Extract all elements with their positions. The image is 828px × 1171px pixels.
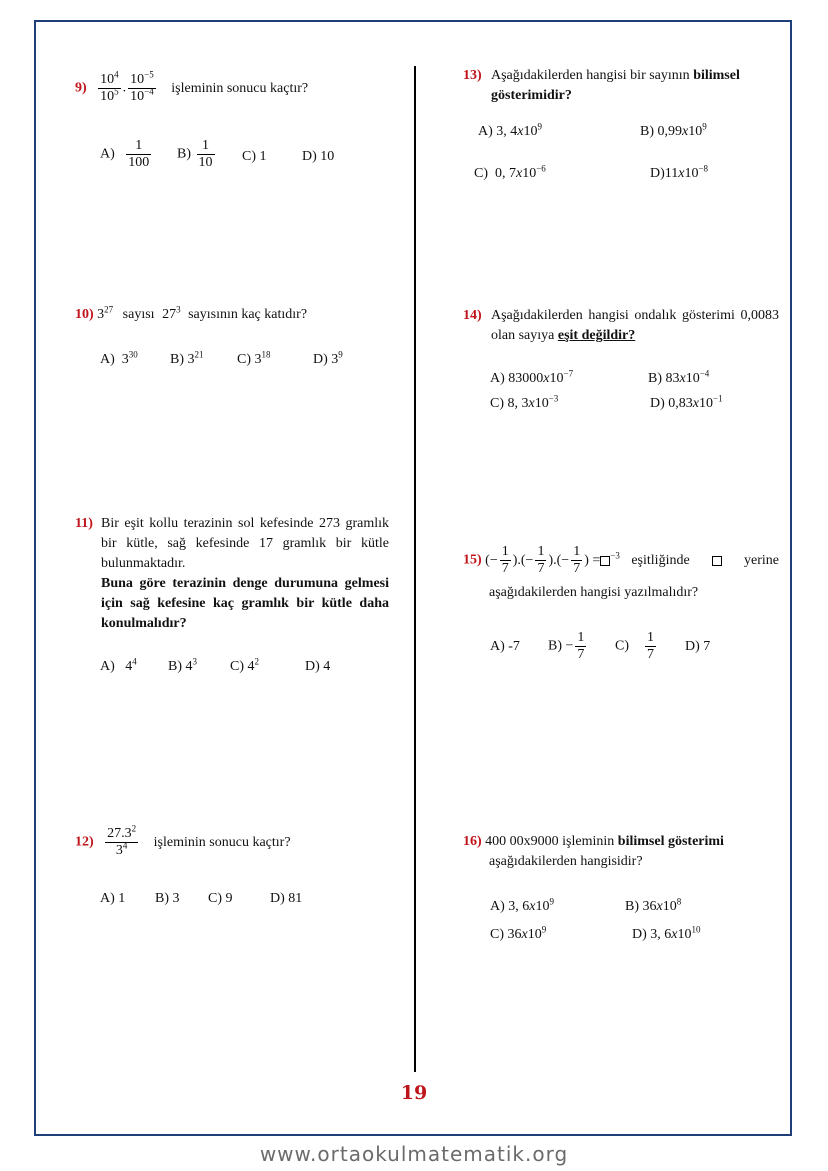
fraction: $\frac{10^4}{10^5}$ xyxy=(100,69,119,104)
option-b: B) $3^{21}$ xyxy=(170,349,204,367)
question-number: 11) xyxy=(75,516,93,531)
blank-box xyxy=(712,556,722,566)
option-c: C) $3^{18}$ xyxy=(237,349,271,367)
option-d: D) 81 xyxy=(270,891,303,906)
question-text: Bir eşit kollu terazinin sol kefesinde 273 gramlık bir kütle, sağ kefesinde 17 gramlık bir kütle bulunmaktadır. xyxy=(101,516,389,571)
question-text: aşağıdakilerden hangisidir? xyxy=(489,854,643,869)
question-text: işleminin sonucu kaçtır? xyxy=(171,80,309,96)
option-c: C) 0, $7x10^{-6}$ xyxy=(474,163,546,181)
equation: (− $\frac{1}{7}$ ).(− $\frac{1}{7}$ ).(− $\frac{1}{7}$ ) = $^{-3}$ xyxy=(485,544,620,576)
question-number: 16) xyxy=(463,834,482,849)
question-text: yerine xyxy=(744,552,779,568)
option-a: A) $3^{30}$ xyxy=(100,349,138,367)
fraction: $\frac{10^{-5}}{10^{-4}}$ xyxy=(130,69,154,104)
question-text: işleminin sonucu kaçtır? xyxy=(153,834,291,850)
blank-box xyxy=(600,556,610,566)
question-14 xyxy=(463,306,779,346)
question-number: 14) xyxy=(463,308,482,323)
option-c: C) 1 xyxy=(242,149,267,164)
question-11 xyxy=(75,514,389,634)
question-text: sayısının kaç katıdır? xyxy=(188,307,308,322)
option-a: A) 3, $6x10^9$ xyxy=(490,896,554,914)
option-d: D) $3^9$ xyxy=(313,349,343,367)
question-text: 400 00x9000 işleminin xyxy=(485,834,615,849)
page-number: 19 xyxy=(400,1082,428,1104)
option-b: B) − $\frac{1}{7}$ xyxy=(548,630,585,662)
question-12 xyxy=(75,823,291,859)
option-c: C) $\frac{1}{7}$ xyxy=(615,630,654,662)
option-a: A) $83000x10^{-7}$ xyxy=(490,368,574,386)
question-10: 10) $3^{27}$ sayısı $27^3$ sayısının kaç katıdır? xyxy=(75,304,308,322)
option-d: D) 7 xyxy=(685,639,711,654)
question-prompt: bilimsel gösterimidir? xyxy=(491,68,740,103)
option-c: C) 9 xyxy=(208,891,233,906)
option-c: C) 8, $3x10^{-3}$ xyxy=(490,393,559,411)
question-15 xyxy=(463,544,779,603)
question-13 xyxy=(463,66,779,106)
option-a: A) $\frac{1}{100}$ xyxy=(100,138,150,170)
question-text: aşağıdakilerden hangisi yazılmalıdır? xyxy=(489,585,699,600)
option-a: A) $4^4$ xyxy=(100,656,137,674)
option-a: A) -7 xyxy=(490,639,520,654)
option-b: B) $36x10^8$ xyxy=(625,896,682,914)
question-16 xyxy=(463,832,779,872)
option-d: D) 10 xyxy=(302,149,335,164)
option-c: C) $36x10^9$ xyxy=(490,924,547,942)
option-d: $D)11x10^{-8}$ xyxy=(650,163,709,181)
question-text: Aşağıdakilerden hangisi bir sayının xyxy=(491,68,690,83)
option-b: B) 3 xyxy=(155,891,180,906)
option-a: A) 1 xyxy=(100,891,126,906)
option-b: B) $83x10^{-4}$ xyxy=(648,368,710,386)
column-divider xyxy=(414,66,416,1072)
question-number: 15) xyxy=(463,552,482,568)
question-prompt: eşit değildir? xyxy=(557,328,636,343)
option-c: C) $4^2$ xyxy=(230,656,259,674)
option-d: D) 3, $6x10^{10}$ xyxy=(632,924,701,942)
option-b: B) $4^3$ xyxy=(168,656,197,674)
option-b: B) $\frac{1}{10}$ xyxy=(177,138,213,170)
question-9: 9) $\frac{10^4}{10^5}$ . $\frac{10^{-5}}{10^{-4}}$ işleminin sonucu kaçtır? xyxy=(75,69,309,104)
question-text: eşitliğinde xyxy=(631,552,690,568)
option-a: A) 3, $4x10^9$ xyxy=(478,121,542,139)
question-prompt: bilimsel gösterimi xyxy=(617,834,724,849)
option-b: B) $0,99x10^9$ xyxy=(640,121,707,139)
option-d: D) $0,83x10^{-1}$ xyxy=(650,393,723,411)
question-text: Aşağıdakilerden hangisi ondalık gösterimi 0,0083 olan sayıya xyxy=(491,308,779,343)
footer-website: www.ortaokulmatematik.org xyxy=(259,1142,569,1166)
fraction: $\frac{27.3^2}{3^4}$ xyxy=(107,823,137,858)
question-number: 13) xyxy=(463,68,482,83)
question-number: 12) xyxy=(75,834,94,850)
question-number: 9) xyxy=(75,80,87,96)
question-number: 10) xyxy=(75,307,94,322)
option-d: D) 4 xyxy=(305,659,331,674)
question-prompt: Buna göre terazinin denge durumuna gelmesi için sağ kefesine kaç gramlık bir kütle daha konulmalıdır? xyxy=(101,576,389,631)
